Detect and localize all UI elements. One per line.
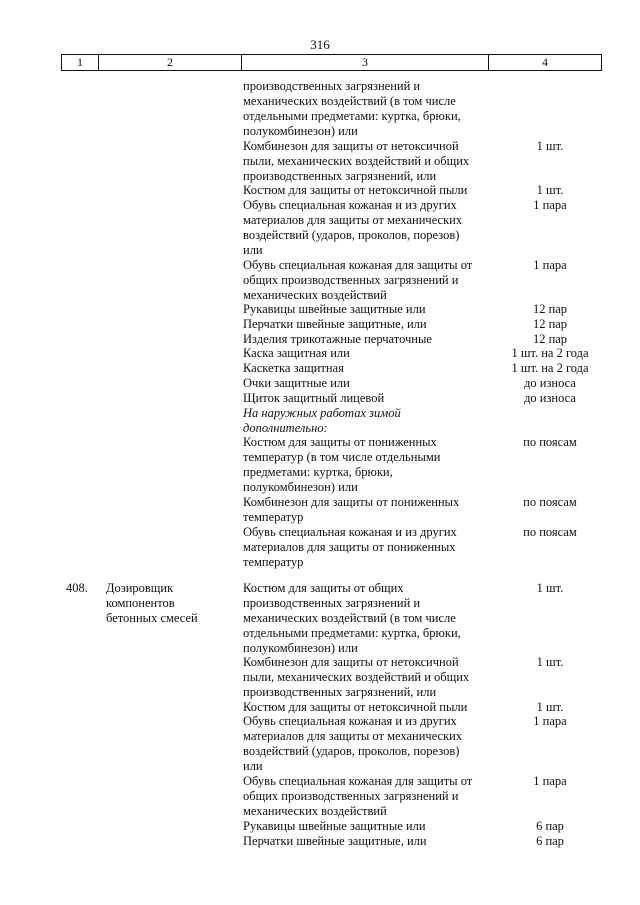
table-header [61, 54, 602, 71]
table-row-quantity: 1 пара [533, 198, 567, 212]
table-row-item: Рукавицы швейные защитные или [243, 819, 426, 833]
table-row-quantity: 1 шт. [536, 183, 564, 197]
table-row-quantity: 1 шт. [536, 655, 564, 669]
table-row-item: Обувь специальная кожаная и из других материалов для защиты от механических воздействий (ударов, проколов, порезов) или [243, 714, 463, 773]
table-row-quantity: 6 пар [536, 834, 564, 848]
table-row-quantity: до износа [524, 376, 576, 390]
table-row-quantity: 12 пар [532, 332, 568, 346]
table-row-quantity: по поясам [523, 435, 577, 449]
table-row-item: Обувь специальная кожаная и из других материалов для защиты от механических воздействий (ударов, проколов, порезов) или [243, 198, 463, 257]
table-row-item: Изделия трикотажные перчаточные [243, 332, 432, 346]
table-row-quantity: 1 шт. [536, 700, 564, 714]
table-row-quantity: 1 пара [533, 714, 567, 728]
table-row-item: Костюм для защиты от общих производственных загрязнений и механических воздействий (в том числе отдельными предметами: куртка, брюки, полукомбинезон) или [243, 581, 461, 655]
table-row-quantity: 12 пар [532, 302, 568, 316]
table-row-quantity: 1 шт. [536, 139, 564, 153]
table-row-item: Перчатки швейные защитные, или [243, 317, 427, 331]
header-col-4: 4 [542, 55, 548, 69]
table-row-item: Щиток защитный лицевой [243, 391, 385, 405]
table-row-item: Рукавицы швейные защитные или [243, 302, 426, 316]
table-row-quantity: 6 пар [536, 819, 564, 833]
table-row-item: Очки защитные или [243, 376, 350, 390]
profession-number: 408. [66, 581, 88, 595]
table-row-item: Костюм для защиты от нетоксичной пыли [243, 700, 468, 714]
table-row-quantity: до износа [524, 391, 576, 405]
table-row-quantity: 1 пара [533, 774, 567, 788]
header-col-1: 1 [62, 55, 99, 70]
table-row-quantity: 1 шт. на 2 года [511, 346, 589, 360]
header-col-2: 2 [99, 55, 242, 70]
table-row-item: Обувь специальная кожаная для защиты от общих производственных загрязнений и механических воздействий [243, 258, 473, 302]
table-row-item: Обувь специальная кожаная и из других материалов для защиты от пониженных температур [243, 525, 457, 569]
table-row-quantity: 12 пар [532, 317, 568, 331]
table-row-item: Костюм для защиты от пониженных температур (в том числе отдельными предметами: куртка, брюки, полукомбинезон) или [243, 435, 441, 494]
table-row-quantity: по поясам [523, 525, 577, 539]
table-row-item: Комбинезон для защиты от нетоксичной пыли, механических воздействий и общих производственных загрязнений, или [243, 655, 470, 699]
header-col-3: 3 [242, 55, 489, 70]
table-row-item: производственных загрязнений и механических воздействий (в том числе отдельными предметами: куртка, брюки, полукомбинезон) или [243, 79, 461, 138]
table-row-item: Обувь специальная кожаная для защиты от общих производственных загрязнений и механических воздействий [243, 774, 473, 818]
profession-title: Дозировщик компонентов бетонных смесей [106, 581, 198, 625]
table-row-quantity: 1 шт. на 2 года [511, 361, 589, 375]
table-row-quantity: 1 шт. [536, 581, 564, 595]
table-row-item: Комбинезон для защиты от пониженных температур [243, 495, 460, 524]
page-number: 316 [310, 37, 330, 52]
table-row-item: Перчатки швейные защитные, или [243, 834, 427, 848]
table-row-quantity: по поясам [523, 495, 577, 509]
table-row-item: Костюм для защиты от нетоксичной пыли [243, 183, 468, 197]
table-row-item: Комбинезон для защиты от нетоксичной пыли, механических воздействий и общих производственных загрязнений, или [243, 139, 470, 183]
table-row-quantity: 1 пара [533, 258, 567, 272]
table-row-item: Каскетка защитная [243, 361, 344, 375]
table-row-item: Каска защитная или [243, 346, 350, 360]
table-row-item: На наружных работах зимой дополнительно: [243, 406, 401, 435]
